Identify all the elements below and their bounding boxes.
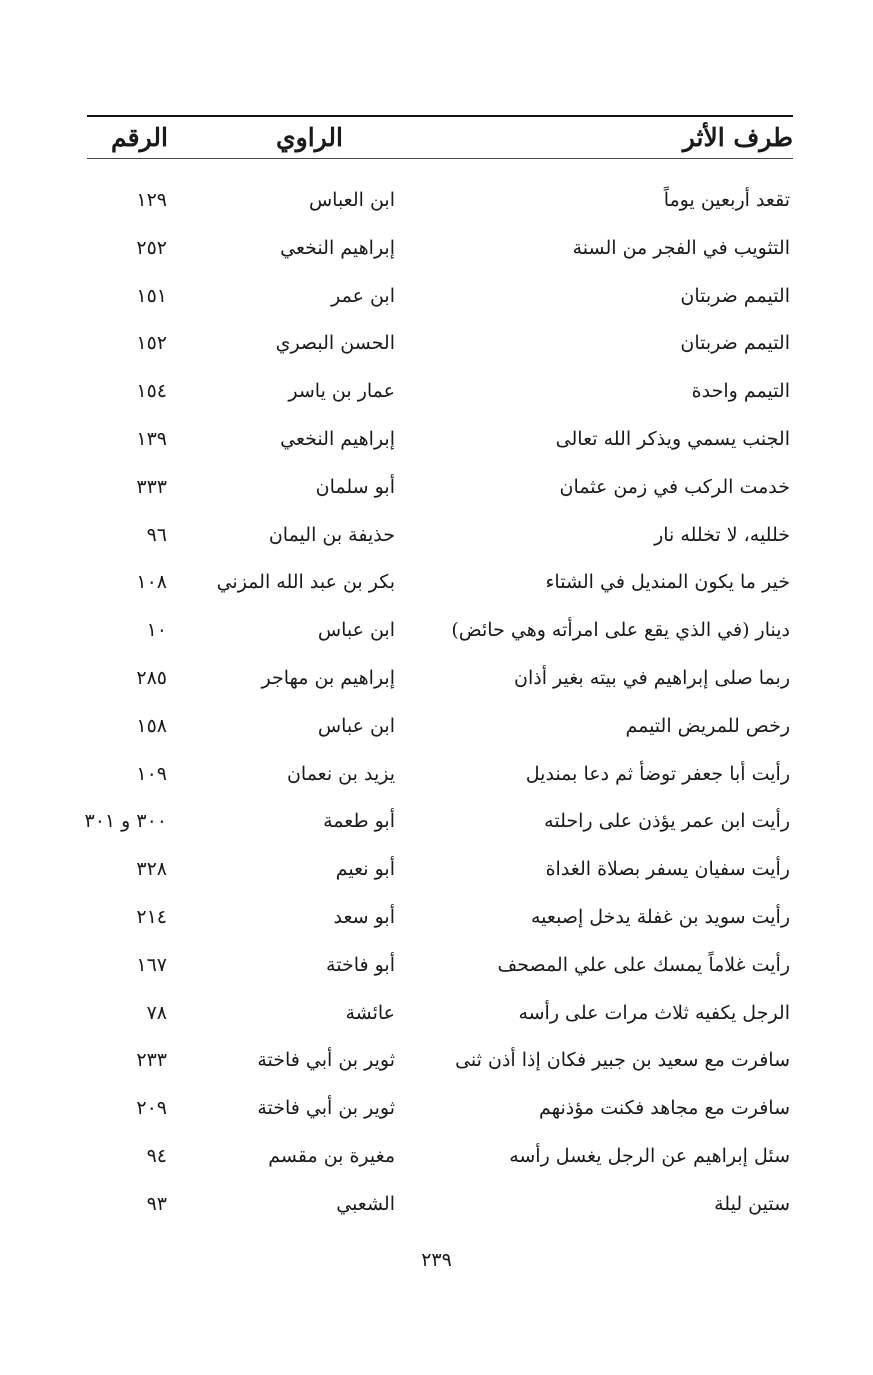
entry-rawi: يزيد بن نعمان — [286, 762, 395, 785]
table-row — [0, 1180, 873, 1228]
entry-athar: ربما صلى إبراهيم في بيته بغير أذان — [514, 666, 790, 689]
entry-athar: خدمت الركب في زمن عثمان — [559, 475, 790, 498]
table-row — [0, 750, 873, 798]
entry-rawi: مغيرة بن مقسم — [268, 1144, 395, 1167]
table-row — [0, 606, 873, 654]
entry-athar: سافرت مع مجاهد فكنت مؤذنهم — [539, 1097, 790, 1120]
entry-athar: التيمم ضربتان — [680, 284, 790, 307]
table-row — [0, 415, 873, 463]
header-athar: طرف الأثر — [682, 123, 793, 152]
entry-athar: رأيت غلاماً يمسك على علي المصحف — [497, 953, 790, 976]
top-rule — [87, 115, 793, 117]
entry-rawi: عائشة — [345, 1001, 395, 1024]
entry-athar: دينار (في الذي يقع على امرأته وهي حائض) — [451, 619, 790, 642]
entry-rawi: أبو فاختة — [326, 953, 395, 976]
entry-rawi: إبراهيم النخعي — [280, 427, 395, 450]
entry-rawi: حذيفة بن اليمان — [268, 523, 395, 546]
entry-athar: ستين ليلة — [714, 1192, 790, 1215]
entry-rawi: ابن عباس — [317, 619, 395, 642]
entry-athar: التثويب في الفجر من السنة — [572, 236, 790, 259]
entry-athar: التيمم واحدة — [691, 380, 790, 403]
entry-raqm: ٩٣ — [146, 1192, 167, 1215]
entry-athar: سئل إبراهيم عن الرجل يغسل رأسه — [509, 1144, 790, 1167]
entry-rawi: الشعبي — [336, 1192, 395, 1215]
entry-athar: رأيت ابن عمر يؤذن على راحلته — [544, 810, 790, 833]
entry-raqm: ٢٥٢ — [136, 236, 167, 259]
entry-athar: سافرت مع سعيد بن جبير فكان إذا أذن ثنى — [455, 1049, 790, 1072]
entry-rawi: أبو سعد — [333, 905, 395, 928]
table-row — [0, 1132, 873, 1180]
entry-raqm: ٧٨ — [146, 1001, 167, 1024]
entry-raqm: ٩٦ — [146, 523, 167, 546]
entry-rawi: إبراهيم النخعي — [280, 236, 395, 259]
entry-rawi: أبو طعمة — [323, 810, 395, 833]
entry-athar: رخص للمريض التيمم — [625, 714, 790, 737]
entry-raqm: ١٢٩ — [136, 189, 167, 211]
table-row — [0, 176, 873, 224]
entry-raqm: ١٠٩ — [136, 762, 167, 785]
entry-raqm: ١٠ — [146, 619, 167, 642]
entry-athar: رأيت سفيان يسفر بصلاة الغداة — [545, 858, 790, 881]
entry-athar: رأيت سويد بن غفلة يدخل إصبعيه — [531, 905, 790, 928]
entry-rawi: ابن عمر — [331, 284, 395, 307]
entry-athar: خلليه، لا تخلله نار — [654, 523, 790, 546]
table-row — [0, 702, 873, 750]
entry-raqm: ١٥١ — [136, 284, 167, 307]
entry-athar: التيمم ضربتان — [680, 332, 790, 355]
table-row — [0, 989, 873, 1037]
entry-athar: الجنب يسمي ويذكر الله تعالى — [555, 427, 790, 450]
entry-raqm: ٣٣٣ — [136, 475, 167, 498]
entry-raqm: ٢١٤ — [136, 905, 167, 928]
entry-athar: رأيت أبا جعفر توضأ ثم دعا بمنديل — [525, 762, 790, 785]
entry-athar: الرجل يكفيه ثلاث مرات على رأسه — [518, 1001, 790, 1024]
header-rule — [87, 158, 793, 159]
entry-athar: تقعد أربعين يوماً — [663, 189, 790, 211]
header-rawi: الراوي — [276, 123, 343, 152]
entry-rawi: ابن العباس — [308, 189, 395, 211]
entry-raqm: ٢٨٥ — [136, 666, 167, 689]
entry-raqm: ١٥٨ — [136, 714, 167, 737]
table-header — [0, 118, 873, 158]
entry-raqm: ١٣٩ — [136, 427, 167, 450]
table-row — [0, 654, 873, 702]
entry-rawi: إبراهيم بن مهاجر — [261, 666, 395, 689]
entry-athar: خير ما يكون المنديل في الشتاء — [545, 571, 790, 594]
entry-rawi: عمار بن ياسر — [288, 380, 395, 403]
table-row — [0, 845, 873, 893]
table-row — [0, 893, 873, 941]
entry-rawi: أبو سلمان — [315, 475, 395, 498]
page-number: ٢٣٩ — [421, 1249, 452, 1271]
table-row — [0, 367, 873, 415]
table-row — [0, 463, 873, 511]
entry-rawi: ثوير بن أبي فاختة — [257, 1049, 395, 1072]
entry-raqm: ١٠٨ — [136, 571, 167, 594]
header-raqm: الرقم — [111, 123, 168, 152]
entry-raqm: ١٦٧ — [136, 953, 167, 976]
index-table — [0, 176, 873, 1228]
entry-rawi: بكر بن عبد الله المزني — [216, 571, 395, 594]
entry-raqm: ١٥٤ — [136, 380, 167, 403]
table-row — [0, 272, 873, 320]
entry-raqm: ٢٠٩ — [136, 1097, 167, 1120]
table-row — [0, 941, 873, 989]
entry-raqm: ٢٣٣ — [136, 1049, 167, 1072]
table-row — [0, 224, 873, 272]
entry-raqm: ٣٢٨ — [136, 858, 167, 881]
entry-rawi: ثوير بن أبي فاختة — [257, 1097, 395, 1120]
table-row — [0, 319, 873, 367]
entry-rawi: ابن عباس — [317, 714, 395, 737]
entry-rawi: أبو نعيم — [335, 858, 395, 881]
entry-raqm: ٣٠٠ و ٣٠١ — [84, 810, 167, 833]
table-row — [0, 797, 873, 845]
table-row — [0, 558, 873, 606]
entry-raqm: ١٥٢ — [136, 332, 167, 355]
table-row — [0, 1036, 873, 1084]
table-row — [0, 1084, 873, 1132]
entry-raqm: ٩٤ — [146, 1144, 167, 1167]
table-row — [0, 511, 873, 559]
entry-rawi: الحسن البصري — [275, 332, 395, 355]
